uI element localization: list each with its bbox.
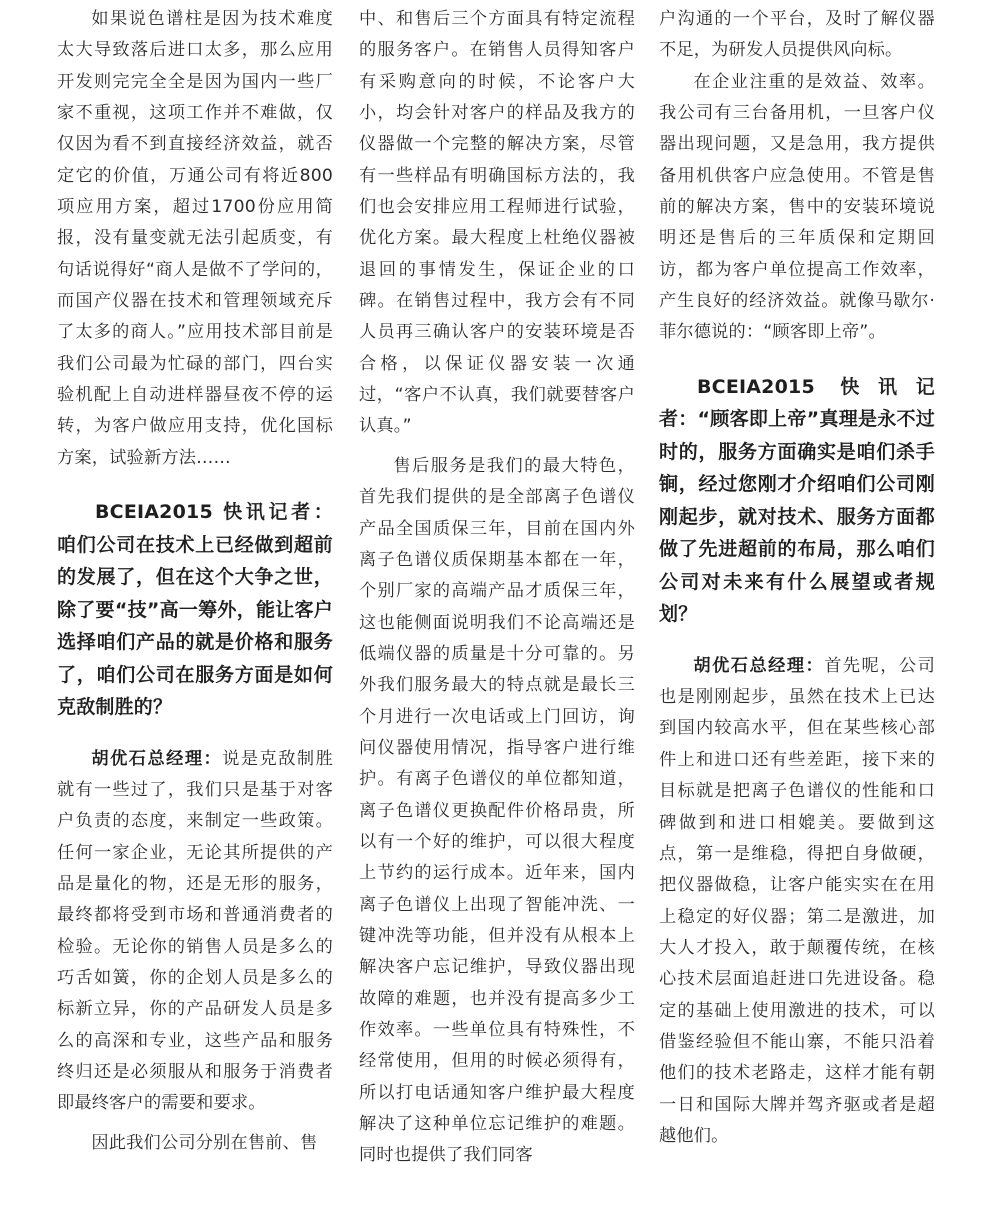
answer-text: 首先呢，公司也是刚刚起步，虽然在技术上已达到国内较高水平，但在某些核心部件上和进口还有些差距，接下来的目标就是把离子色谱仪的性能和口碑做到和进口相媲美。要做到这点，第一是维稳，得把自身做硬，把仪器做稳，让客户能实实在在用上稳定的好仪器；第二是激进，加大人才投入，敢于颠覆传统，在核心技术层面追赶进口先进设备。稳定的基础上使用激进的技术，可以借鉴经验但不能山寨，不能只沿着他们的技术老路走，这样才能有朝一日和国际大牌并驾齐驱或者是超越他们。: [659, 655, 935, 1146]
paragraph: 因此我们公司分别在售前、售: [91, 1132, 318, 1153]
text-column-3: [659, 4, 935, 1152]
answer-text: 说是克敌制胜就有一些过了，我们只是基于对客户负责的态度，来制定一些政策。任何一家企业，无论其所提供的产品是量化的物，还是无形的服务，最终都将受到市场和普通消费者的检验。无论你的销售人员是多么的巧舌如簧，你的企划人员是多么的标新立异，你的产品研发人员是多么的高深和专业，这些产品和服务终归还是必须服从和服务于消费者即最终客户的需要和要求。: [57, 748, 333, 1114]
interview-answer: [659, 651, 935, 1153]
text-column-2: [359, 4, 635, 1172]
paragraph: 户沟通的一个平台，及时了解仪器不足，为研发人员提供风向标。: [659, 9, 935, 61]
speaker-label: 胡优石总经理：: [91, 748, 223, 769]
paragraph: 在企业注重的是效益、效率。我公司有三台备用机，一旦客户仪器出现问题，又是急用，我方提供备用机供客户应急使用。不管是售前的解决方案，售中的安装环境说明还是售后的三年质保和定期回访，都为客户单位提高工作效率，产生良好的经济效益。就像马歇尔·菲尔德说的：“顾客即上帝”。: [659, 71, 935, 343]
interview-question: BCEIA2015 快讯记者：咱们公司在技术上已经做到超前的发展了，但在这个大争之世，除了要“技”高一筹外，能让客户选择咱们产品的就是价格和服务了，咱们公司在服务方面是如何克敌制胜的？: [57, 501, 333, 719]
speaker-label: 胡优石总经理：: [693, 655, 825, 676]
paragraph: 中、和售后三个方面具有特定流程的服务客户。在销售人员得知客户有采购意向的时候，不论客户大小，均会针对客户的样品及我方的仪器做一个完整的解决方案，尽管有一些样品有明确国标方法的，我们也会安排应用工程师进行试验，优化方案。最大程度上杜绝仪器被退回的事情发生，保证企业的口碑。在销售过程中，我方会有不同人员再三确认客户的安装环境是否合格，以保证仪器安装一次通过，“客户不认真，我们就要替客户认真。”: [359, 9, 635, 437]
interview-answer: [57, 744, 333, 1120]
paragraph: 如果说色谱柱是因为技术难度太大导致落后进口太多，那么应用开发则完完全全是因为国内一些厂家不重视，这项工作并不难做，仅仅因为看不到直接经济效益，就否定它的价值，万通公司有将近800项应用方案，超过1700份应用简报，没有量变就无法引起质变，有句话说得好“商人是做不了学问的，而国产仪器在技术和管理领域充斥了太多的商人。”应用技术部目前是我们公司最为忙碌的部门，四台实验机配上自动进样器昼夜不停的运转，为客户做应用支持，优化国标方案，试验新方法……: [57, 9, 333, 468]
interview-question: BCEIA2015 快讯记者：“顾客即上帝”真理是永不过时的，服务方面确实是咱们杀手锏，经过您刚才介绍咱们公司刚刚起步，就对技术、服务方面都做了先进超前的布局，那么咱们公司对未来有什么展望或者规划？: [659, 375, 935, 626]
text-column-1: [57, 4, 333, 1159]
paragraph: 售后服务是我们的最大特色，首先我们提供的是全部离子色谱仪产品全国质保三年，目前在国内外离子色谱仪质保期基本都在一年，个别厂家的高端产品才质保三年，这也能侧面说明我们不论高端还是低端仪器的质量是十分可靠的。另外我们服务最大的特点就是最长三个月进行一次电话或上门回访，询问仪器使用情况，指导客户进行维护。有离子色谱仪的单位都知道，离子色谱仪更换配件价格昂贵，所以有一个好的维护，可以很大程度上节约的运行成本。近年来，国内离子色谱仪上出现了智能冲洗、一键冲洗等功能，但并没有从根本上解决客户忘记维护，导致仪器出现故障的难题，也并没有提高多少工作效率。一些单位具有特殊性，不经常使用，但用的时候必须得有，所以打电话通知客户维护最大程度解决了这种单位忘记维护的难题。同时也提供了我们同客: [359, 455, 635, 1166]
